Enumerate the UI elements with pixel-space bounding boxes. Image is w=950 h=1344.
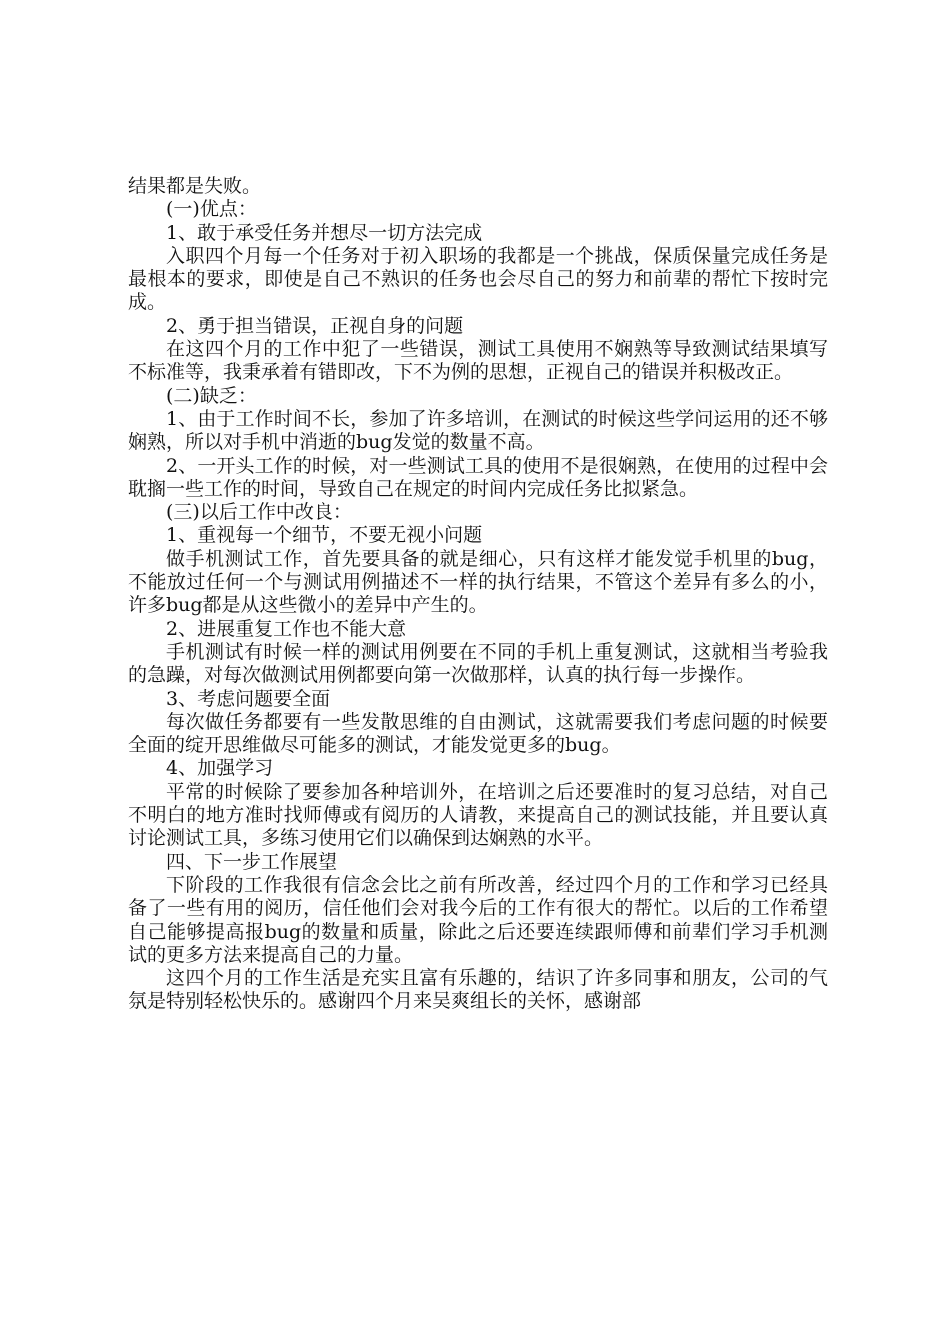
section-heading-shortcomings: (二)缺乏： [166,384,257,407]
paragraph: 平常的时候除了要参加各种培训外，在培训之后还要准时的复习总结，对自己不明白的地方准时找师傅或有阅历的人请教，来提高自己的测试技能，并且要认真讨论测试工具，多练习使用它们以确保到达娴熟的水平。 [128,780,828,850]
section-heading-improvements: (三)以后工作中改良： [166,501,352,524]
paragraph: 1、由于工作时间不长，参加了许多培训，在测试的时候这些学问运用的还不够娴熟，所以对手机中消逝的bug发觉的数量不高。 [128,407,828,454]
paragraph: 做手机测试工作，首先要具备的就是细心，只有这样才能发觉手机里的bug，不能放过任何一个与测试用例描述不一样的执行结果，不管这个差异有多么的小，许多bug都是从这些微小的差异中产生的。 [128,547,828,617]
paragraph: 每次做任务都要有一些发散思维的自由测试，这就需要我们考虑问题的时候要全面的绽开思维做尽可能多的测试，才能发觉更多的bug。 [128,710,828,757]
subheading: 1、敢于承受任务并想尽一切方法完成 [166,221,483,244]
subheading: 1、重视每一个细节，不要无视小问题 [166,524,483,547]
paragraph: 在这四个月的工作中犯了一些错误，测试工具使用不娴熟等导致测试结果填写不标准等，我秉承着有错即改，下不为例的思想，正视自己的错误并积极改正。 [128,338,828,384]
section-heading-outlook: 四、下一步工作展望 [166,850,338,873]
paragraph: 结果都是失败。 [128,175,262,197]
subheading: 2、勇于担当错误，正视自身的问题 [166,314,464,337]
section-heading-advantages: (一)优点： [166,198,257,221]
paragraph: 下阶段的工作我很有信念会比之前有所改善，经过四个月的工作和学习已经具备了一些有用的阅历，信任他们会对我今后的工作有很大的帮忙。以后的工作希望自己能够提高报bug的数量和质量，除此之后还要连续跟师傅和前辈们学习手机测试的更多方法来提高自己的力量。 [128,873,828,966]
subheading: 2、进展重复工作也不能大意 [166,617,407,640]
paragraph: 2、一开头工作的时候，对一些测试工具的使用不是很娴熟，在使用的过程中会耽搁一些工作的时间，导致自己在规定的时间内完成任务比拟紧急。 [128,454,828,500]
paragraph: 入职四个月每一个任务对于初入职场的我都是一个挑战，保质保量完成任务是最根本的要求，即使是自己不熟识的任务也会尽自己的努力和前辈的帮忙下按时完成。 [128,244,828,314]
paragraph: 这四个月的工作生活是充实且富有乐趣的，结识了许多同事和朋友，公司的气氛是特别轻松快乐的。感谢四个月来吴爽组长的关怀，感谢部 [128,967,828,1013]
subheading: 4、加强学习 [166,757,274,780]
document-body [128,175,828,1014]
subheading: 3、考虑问题要全面 [166,687,331,710]
paragraph: 手机测试有时候一样的测试用例要在不同的手机上重复测试，这就相当考验我的急躁，对每次做测试用例都要向第一次做那样，认真的执行每一步操作。 [128,640,828,687]
